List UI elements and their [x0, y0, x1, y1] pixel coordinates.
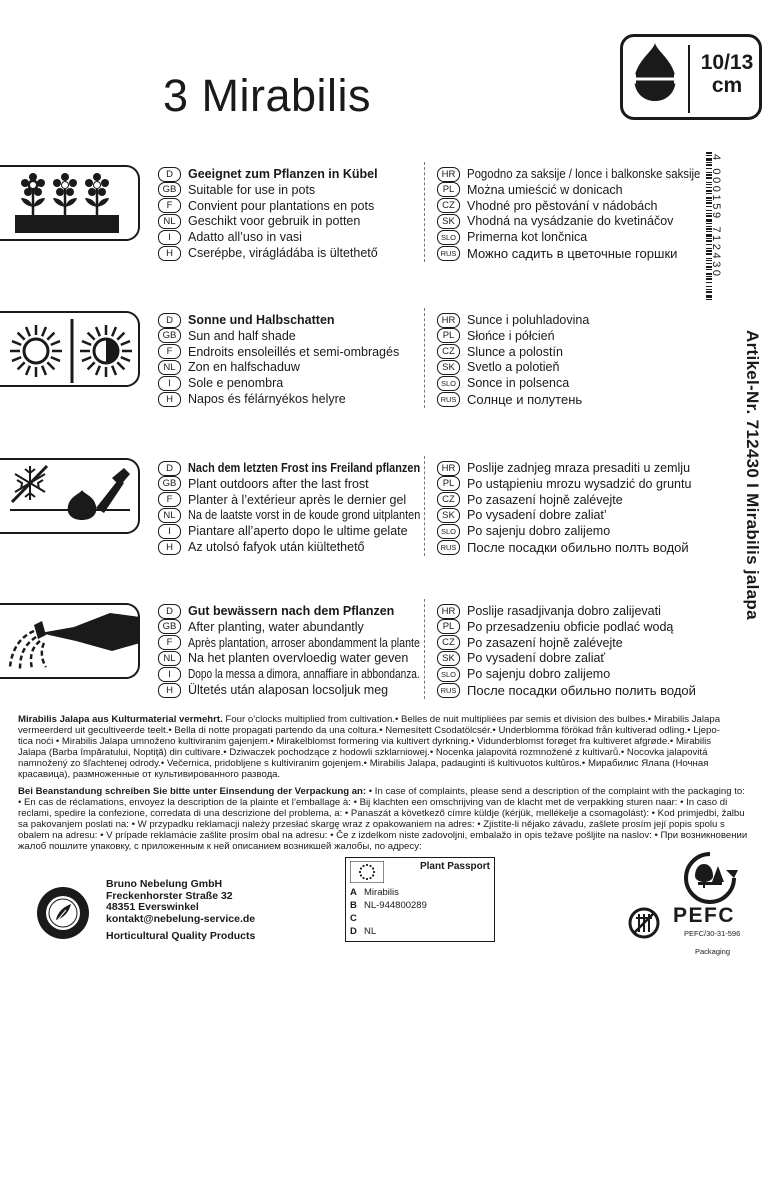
language-badge: SK — [437, 508, 460, 523]
company-street: Freckenhorster Straße 32 — [106, 889, 233, 902]
language-badge: I — [158, 230, 181, 245]
instruction-text: Az utolsó fafyok után kiültethető — [188, 540, 365, 554]
language-badge: RUS — [437, 246, 460, 261]
language-badge: D — [158, 167, 181, 182]
bulb-size-label: 10/13 cm — [700, 51, 754, 97]
language-badge: RUS — [437, 683, 460, 698]
instruction-text: Można umieścić w donicach — [467, 182, 623, 197]
description-line: namnožený zo šľachtenej odrody.• Večernica, pridobljene s kultiviranim gojenjem.• Mirabilis Jalapa, padauginti iš kultivuotos kultūros.• Мирабилис Ялапа (Ночная — [18, 758, 709, 769]
instruction-text: Plant outdoors after the last frost — [188, 476, 369, 491]
language-badge: PL — [437, 619, 460, 634]
instruction-text: Svetlo a polotieň — [467, 360, 560, 375]
instruction-text: После посадки обильно полть водой — [467, 539, 689, 555]
language-badge: RUS — [437, 540, 460, 555]
instruction-row-nl — [158, 650, 408, 666]
language-badge: D — [158, 461, 181, 476]
instruction-row-i — [158, 523, 408, 539]
instruction-text: Po vysadení dobre zaliať — [467, 651, 606, 666]
language-badge: HR — [437, 167, 460, 182]
language-badge: H — [158, 392, 181, 407]
language-badge: SLO — [437, 667, 460, 682]
complaint-line: • In case of complaints, please send a description of the complaint with the packaging to: — [368, 786, 745, 797]
instruction-text: Po ustąpieniu mrozu wysadzić do gruntu — [467, 476, 692, 491]
instruction-row-rus — [437, 391, 582, 407]
instruction-text: Geeignet zum Pflanzen in Kübel — [188, 167, 378, 181]
instruction-row-nl — [158, 359, 300, 375]
language-badge: SK — [437, 214, 460, 229]
language-badge: CZ — [437, 344, 460, 359]
instruction-row-hr — [437, 460, 690, 476]
complaint-line: reclami, spedire la confezione, corredata di una descrizione del problema, a: • Panaszát a következő címre küldje (kérjük, mellékelje a csomagolást): • Kod primjedbi, žalbu — [18, 808, 745, 819]
eu-flag-icon — [350, 861, 384, 883]
instruction-text: Nach dem letzten Frost ins Freiland pflanzen — [188, 461, 421, 475]
language-badge: NL — [158, 651, 181, 666]
instruction-text: Po zasazení hojně zalévejte — [467, 492, 623, 507]
frost-planting-icon — [0, 460, 140, 536]
instruction-row-cz — [437, 635, 623, 651]
instruction-row-cz — [437, 492, 623, 508]
instruction-text: Après plantation, arroser abondamment la plante — [188, 635, 420, 650]
language-badge: NL — [158, 360, 181, 375]
instruction-row-hr — [437, 312, 589, 328]
language-badge: SK — [437, 651, 460, 666]
instruction-row-rus — [437, 682, 696, 698]
language-badge: NL — [158, 508, 181, 523]
language-badge: F — [158, 492, 181, 507]
sustainable-supplier-seal-icon — [36, 886, 90, 940]
instruction-text: Piantare all’aperto dopo le ultime gelate — [188, 524, 408, 539]
instruction-row-f — [158, 344, 399, 360]
instruction-row-sk — [437, 359, 559, 375]
instruction-row-cz — [437, 344, 563, 360]
instruction-text: Sun and half shade — [188, 328, 296, 343]
instruction-text: Po sajenju dobro zalijemo — [467, 667, 611, 682]
pefc-number: PEFC/30-31-596 — [684, 929, 741, 938]
instruction-row-h — [158, 682, 388, 698]
language-badge: F — [158, 635, 181, 650]
language-badge: PL — [437, 476, 460, 491]
pefc-logo-icon — [680, 852, 740, 904]
instruction-row-sk — [437, 213, 673, 229]
icon-box-sun — [0, 311, 140, 387]
description-paragraph — [18, 714, 758, 780]
instruction-row-slo — [437, 229, 587, 245]
language-badge: GB — [158, 476, 181, 491]
instruction-text: Dopo la messa a dimora, annaffiare in abbondanza. — [188, 667, 420, 682]
description-bold: Mirabilis Jalapa aus Kulturmaterial vermehrt. — [18, 714, 223, 725]
instruction-row-cz — [437, 198, 657, 214]
instruction-text: Slunce a polostín — [467, 344, 563, 359]
sun-half-shade-icon — [0, 313, 140, 389]
instruction-row-d — [158, 603, 394, 619]
instruction-row-slo — [437, 666, 610, 682]
article-number: Artikel-Nr. 712430 I Mirabilis jalapa — [743, 330, 762, 620]
description-line: tica noći • Mirabilis Jalapa umnoženo kultiviranim gajenjem.• Mirakelblomst formering via kultivert dyrkning.• Vidunderblomst forøget fra kultiveret afgrøde.• Mirabilis — [18, 736, 712, 747]
instruction-row-i — [158, 666, 475, 682]
instruction-text: Po zasazení hojně zalévejte — [467, 635, 623, 650]
passport-row-a: A Mirabilis — [350, 887, 399, 898]
instruction-text: Poslije rasadjivanja dobro zalijevati — [467, 604, 661, 618]
instruction-row-rus — [437, 539, 689, 555]
product-title: 3 Mirabilis — [163, 70, 372, 121]
instruction-text: Солнце и полутень — [467, 391, 583, 407]
instruction-text: Primerna kot lončnica — [467, 230, 588, 245]
complaint-paragraph — [18, 786, 758, 852]
instruction-row-slo — [437, 523, 610, 539]
language-badge: PL — [437, 182, 460, 197]
complaint-line: жалоб пошлите упаковку, с приложенным к ней описанием возникшей жалобы, по адресу: — [18, 841, 422, 852]
instruction-text: Sonce in polsenca — [467, 376, 570, 391]
instruction-text: After planting, water abundantly — [188, 619, 364, 634]
company-name: Bruno Nebelung GmbH — [106, 878, 223, 890]
language-badge: SK — [437, 360, 460, 375]
instruction-text: Pogodno za saksije / lonce i balkonske saksije — [467, 167, 701, 181]
instruction-row-d — [158, 312, 335, 328]
quality-tagline: Horticultural Quality Products — [106, 930, 256, 942]
instruction-row-gb — [158, 328, 296, 344]
instruction-row-sk — [437, 650, 605, 666]
pefc-packaging: Packaging — [695, 947, 731, 956]
instruction-text: Cserépbe, virágládába is ültethető — [188, 246, 378, 260]
instruction-row-i — [158, 229, 302, 245]
instruction-row-h — [158, 391, 346, 407]
instruction-text: Geschikt voor gebruik in potten — [188, 214, 361, 229]
company-address — [106, 879, 255, 925]
language-badge: I — [158, 667, 181, 682]
language-badge: CZ — [437, 635, 460, 650]
instruction-text: После посадки обильно полить водой — [467, 682, 696, 698]
language-badge: D — [158, 604, 181, 619]
icon-box-frost — [0, 458, 140, 534]
plant-passport — [345, 857, 495, 942]
instruction-text: Słońce i półcień — [467, 328, 555, 343]
language-badge: CZ — [437, 198, 460, 213]
icon-box-water — [0, 603, 140, 679]
pefc-label: PEFC — [673, 904, 736, 927]
instruction-row-d — [158, 460, 453, 476]
description-line: Jalapa (Barba împăratului, Noptiţă) din cultivare.• Dziwaczek pochodzące z hodowli szklarniowej.• Nocenka jalapovitá rozmnožené z kultivarů.• Nocovka jalapovitá — [18, 747, 708, 758]
language-badge: F — [158, 198, 181, 213]
size-divider — [688, 45, 690, 113]
barcode-number: 4 000159 712430 — [710, 154, 722, 279]
article-number-wrap — [726, 330, 766, 620]
column-separator — [424, 308, 425, 408]
description-line: vermeerderd uit gecultiveerde teelt.• Bella di notte propagati partendo da una coltura.• Nemesített Csodatölcsér.• Underblomma förökad från kultiverad odling.• Ljepo- — [18, 725, 720, 736]
instruction-row-pl — [437, 619, 673, 635]
instruction-row-hr — [437, 603, 661, 619]
instruction-row-gb — [158, 182, 315, 198]
complaint-bold: Bei Beanstandung schreiben Sie bitte unter Einsendung der Verpackung an: — [18, 786, 367, 797]
instruction-text: Endroits ensoleillés et semi-ombragés — [188, 344, 400, 359]
instruction-row-f — [158, 492, 406, 508]
language-badge: D — [158, 313, 181, 328]
instruction-row-i — [158, 375, 283, 391]
language-badge: I — [158, 524, 181, 539]
language-badge: GB — [158, 328, 181, 343]
language-badge: HR — [437, 461, 460, 476]
instruction-row-nl — [158, 213, 360, 229]
instruction-row-gb — [158, 476, 369, 492]
instruction-text: Po vysadení dobre zaliat’ — [467, 508, 607, 523]
instruction-row-rus — [437, 245, 677, 261]
instruction-row-h — [158, 245, 378, 261]
watering-can-icon — [0, 605, 140, 681]
instruction-row-hr — [437, 166, 723, 182]
instruction-row-slo — [437, 375, 569, 391]
instruction-row-f — [158, 635, 459, 651]
instruction-text: Vhodné pro pěstování v nádobách — [467, 198, 658, 213]
instruction-text: Можно садить в цветочные горшки — [467, 245, 678, 261]
plant-passport-title: Plant Passport — [419, 861, 490, 872]
language-badge: H — [158, 540, 181, 555]
passport-row-c: C — [350, 913, 357, 924]
language-badge: I — [158, 376, 181, 391]
instruction-row-sk — [437, 507, 607, 523]
language-badge: SLO — [437, 376, 460, 391]
instruction-row-nl — [158, 507, 453, 523]
language-badge: GB — [158, 619, 181, 634]
instruction-row-pl — [437, 476, 691, 492]
company-city: 48351 Everswinkel — [106, 901, 199, 913]
language-badge: GB — [158, 182, 181, 197]
language-badge: H — [158, 683, 181, 698]
complaint-line: • En cas de réclamations, envoyez la description de la plainte et l’emballage à: • Bij klachten een omschrijving van de klacht met de verpakking sturen naar: • In caso di — [18, 797, 728, 808]
instruction-text: Napos és félárnyékos helyre — [188, 392, 346, 406]
instruction-text: Po przesadzeniu obficie podlać wodą — [467, 619, 674, 634]
instruction-row-pl — [437, 328, 555, 344]
language-badge: NL — [158, 214, 181, 229]
description-line: Four o’clocks multiplied from cultivation.• Belles de nuit multipliées par semis et division des bulbes.• Mirabilis Jalapa — [225, 714, 721, 725]
language-badge: SLO — [437, 524, 460, 539]
instruction-text: Po sajenju dobro zalijemo — [467, 524, 611, 539]
complaint-line: obalem na adresu: • V prípade reklamácie zašlite prosím obal na adresu: • Če z izdelkom niste zadovoljni, embalažo in opis težave pošljite na naslov: • При возникновении — [18, 830, 748, 841]
instruction-text: Na het planten overvloedig water geven — [188, 651, 409, 666]
language-badge: CZ — [437, 492, 460, 507]
passport-row-b: B NL-944800289 — [350, 900, 427, 911]
language-badge: F — [158, 344, 181, 359]
instruction-text: Planter à l’extérieur après le dernier gel — [188, 492, 407, 507]
instruction-row-h — [158, 539, 365, 555]
icon-box-pot — [0, 165, 140, 241]
instruction-text: Sunce i poluhladovina — [467, 313, 590, 327]
instruction-text: Poslije zadnjeg mraza presaditi u zemlju — [467, 461, 691, 475]
language-badge: H — [158, 246, 181, 261]
instruction-row-f — [158, 198, 374, 214]
instruction-text: Convient pour plantations en pots — [188, 198, 375, 213]
bulb-size-icon — [623, 37, 687, 117]
instruction-text: Na de laatste vorst in de koude grond uitplanten — [188, 508, 421, 523]
instruction-text: Gut bewässern nach dem Pflanzen — [188, 604, 395, 618]
language-badge: HR — [437, 604, 460, 619]
instruction-text: Vhodná na vysádzanie do kvetináčov — [467, 214, 674, 229]
instruction-row-pl — [437, 182, 623, 198]
recycling-mark-icon — [627, 906, 661, 940]
column-separator — [424, 162, 425, 262]
description-line: красавица), размноженные от культивированного развода. — [18, 769, 281, 780]
language-badge: PL — [437, 328, 460, 343]
instruction-text: Sole e penombra — [188, 376, 284, 391]
instruction-row-d — [158, 166, 378, 182]
instruction-text: Zon en halfschaduw — [188, 360, 300, 375]
instruction-text: Sonne und Halbschatten — [188, 313, 335, 327]
language-badge: RUS — [437, 392, 460, 407]
instruction-row-gb — [158, 619, 364, 635]
instruction-text: Suitable for use in pots — [188, 182, 316, 197]
language-badge: SLO — [437, 230, 460, 245]
bulb-size-box — [620, 34, 762, 120]
complaint-line: sa pakovanjem poslati na: • W przypadku reklamacji należy przesłać skargę wraz z opakowaniem na adres: • Zjistíte-li nějako závadu, zašlete prosím její popis spolu s — [18, 819, 725, 830]
instruction-text: Ültetés után alaposan locsoljuk meg — [188, 683, 389, 697]
language-badge: HR — [437, 313, 460, 328]
company-email: kontakt@nebelung-service.de — [106, 912, 256, 925]
passport-row-d: D NL — [350, 926, 377, 937]
instruction-text: Adatto all’uso in vasi — [188, 230, 302, 245]
flower-pot-icon — [0, 167, 140, 243]
